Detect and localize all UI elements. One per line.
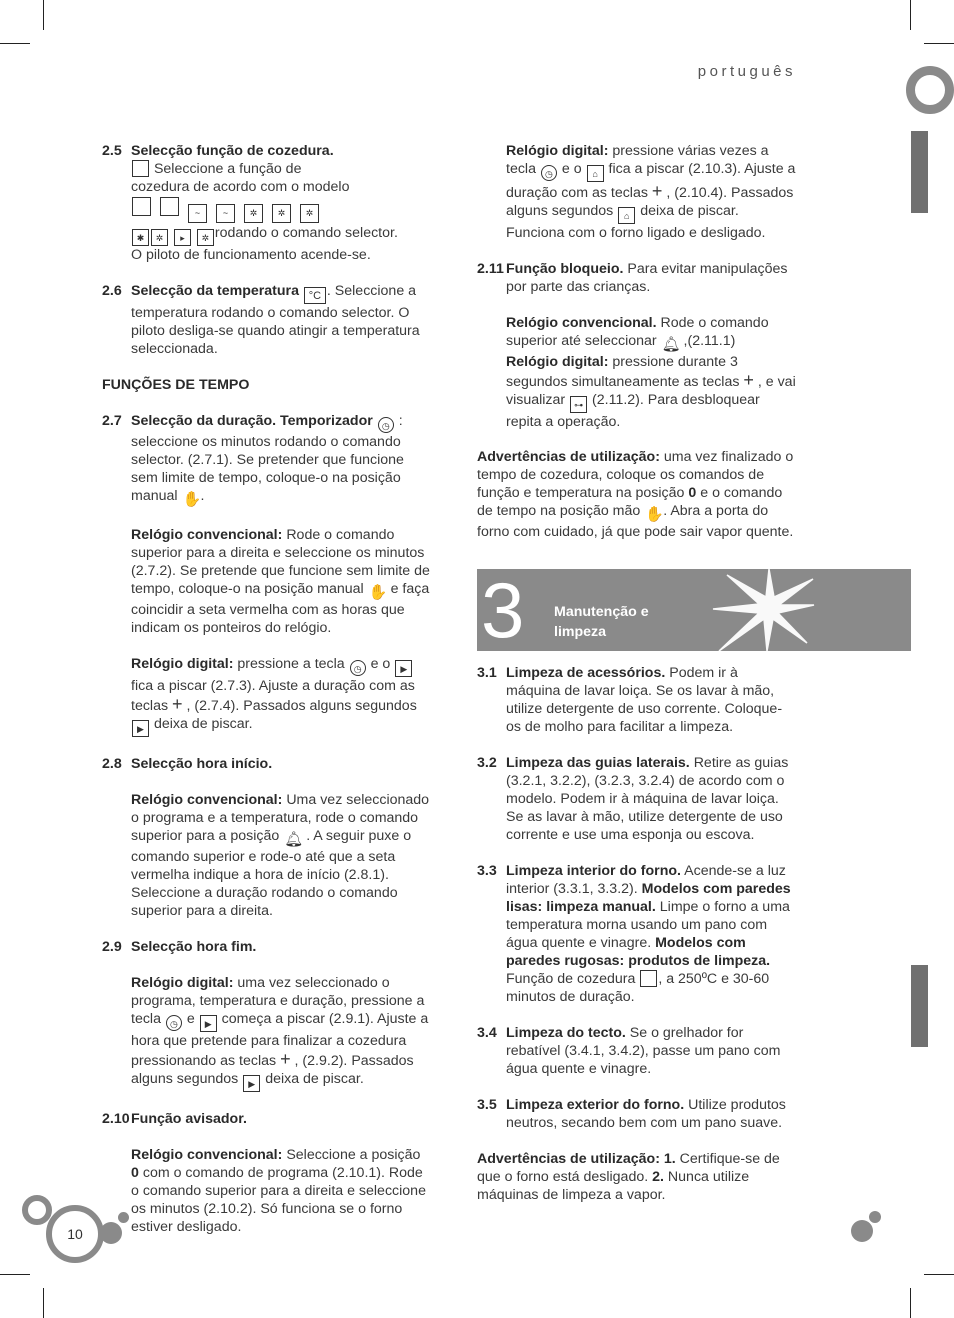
left-column — [102, 142, 431, 1254]
section-number: 3.2 — [477, 755, 497, 771]
section-title: Limpeza exterior do forno. — [506, 1097, 685, 1113]
section-3-5 — [477, 1096, 796, 1132]
crop-mark — [0, 1274, 30, 1275]
label: Relógio digital: — [506, 143, 609, 159]
chapter-banner — [477, 569, 911, 651]
lock-bell-icon: 🔔︎ — [661, 336, 681, 353]
grill-icon: ~ — [188, 204, 207, 223]
text: Se o grelhador for rebatível (3.4.1, 3.4.2), passe um pano com água quente e vinagre. — [506, 1025, 781, 1077]
section-number: 3.4 — [477, 1025, 497, 1041]
warnings-2 — [477, 1150, 787, 1204]
text: e o comando de tempo na posição mão — [477, 485, 783, 519]
chapter-number: 3 — [481, 569, 525, 651]
section-2-10-digital — [506, 142, 796, 242]
text: e faça coincidir a seta vermelha com as horas que indicam os ponteiros do relógio. — [131, 581, 430, 636]
section-2-10 — [102, 1110, 431, 1236]
text: pressione durante 3 segundos simultaneamente as teclas — [506, 354, 740, 390]
text: 0 — [131, 1165, 139, 1181]
text: (2.11.2). Para desbloquear repita a operação. — [506, 392, 760, 430]
section-title: Selecção função de cozedura. — [131, 143, 334, 159]
crop-mark — [43, 1288, 44, 1318]
text: deixa de piscar. — [265, 1071, 364, 1087]
text: , a 250ºC e 30-60 minutos de duração. — [506, 971, 770, 1005]
text: Para evitar manipulações por parte das crianças. — [506, 261, 788, 295]
text: , (2.7.4). Passados alguns segundos — [186, 698, 417, 714]
warnings-1 — [477, 448, 797, 541]
decor-dot — [851, 1220, 873, 1242]
section-3-2 — [477, 754, 796, 844]
page-number: 10 — [46, 1205, 104, 1263]
heading: FUNÇÕES DE TEMPO — [102, 377, 250, 393]
label: Relógio digital: — [131, 975, 234, 991]
text: : seleccione os minutos rodando o comando selector. (2.7.1). Se pretender que funcione sem limite de tempo, coloque-o na posição manual — [131, 413, 404, 504]
defrost-icon: ✱ — [132, 229, 149, 246]
section-title: Limpeza de acessórios. — [506, 665, 666, 681]
bell-icon: 🔔︎ — [284, 831, 304, 848]
text: O piloto de funcionamento acende-se. — [131, 247, 371, 263]
text: e — [186, 1011, 195, 1027]
text: ,(2.11.1) — [683, 333, 736, 349]
text: e o — [561, 161, 582, 177]
section-number: 2.8 — [102, 756, 122, 772]
text: . Abra a porta do forno com cuidado, já que pode sair vapor quente. — [477, 503, 794, 540]
label: Relógio convencional. — [506, 315, 657, 331]
text: começa a piscar (2.9.1). Ajuste a hora que pretende para finalizar a cozedura pressionando as teclas — [131, 1011, 429, 1069]
section-number: 2.11 — [477, 261, 504, 277]
label: Relógio digital: — [131, 656, 234, 672]
fan-grill-icon: ✲ — [244, 204, 263, 223]
text: . A seguir puxe o comando superior e rode-o até que a seta vermelha indique a hora de início (2.8.1). Seleccione a duração rodando o comando superior para a direita. — [131, 828, 412, 919]
side-tab — [911, 965, 928, 1047]
section-2-5 — [102, 142, 431, 264]
text: 1. — [663, 1151, 676, 1167]
section-2-6 — [102, 282, 431, 358]
hand-icon: ✋ — [645, 506, 664, 523]
section-2-11 — [477, 260, 796, 431]
side-tab — [911, 131, 928, 213]
text: 0 — [688, 485, 697, 501]
section-3-1 — [477, 664, 796, 736]
eco-icon: ✲ — [197, 229, 214, 246]
right-column-lower — [477, 664, 796, 1150]
label: Relógio digital: — [506, 354, 609, 370]
plus-icon: + — [651, 181, 663, 201]
celsius-icon: °C — [304, 287, 326, 304]
text: Seleccione a posição — [286, 1147, 421, 1163]
text: 2. — [652, 1169, 664, 1185]
decor-dot — [869, 1211, 881, 1223]
text: Função de cozedura — [506, 971, 636, 987]
oven-function-icon — [132, 160, 149, 177]
section-2-8 — [102, 755, 431, 920]
section-number: 2.7 — [102, 413, 122, 429]
pizza-icon: ▸ — [174, 229, 191, 246]
text: Nunca utilize máquinas de limpeza a vapor. — [477, 1169, 750, 1203]
text: rodando o comando selector. — [214, 225, 398, 241]
section-number: 2.6 — [102, 283, 122, 299]
crop-mark — [910, 1288, 911, 1318]
text: . Seleccione a temperatura rodando o comando selector. O piloto desliga-se quando atingir a temperatura seleccionada. — [131, 283, 420, 357]
text: Rode o comando superior para a direita e seleccione os minutos (2.7.2). Se pretende que funcione sem limite de tempo, coloque-o na posição manual — [131, 527, 430, 597]
fan-bottom-icon: ✲ — [272, 204, 291, 223]
text: pressione a tecla — [237, 656, 345, 672]
section-number: 3.5 — [477, 1097, 497, 1113]
section-3-4 — [477, 1024, 796, 1078]
crop-mark — [43, 0, 44, 30]
plus-icon: + — [280, 1049, 291, 1069]
text: Limpe o forno a uma temperatura morna usando um pano com água quente e vinagre. — [506, 899, 790, 951]
bell-icon: ⌂ — [587, 165, 604, 182]
key-icon: ⊶ — [570, 396, 587, 413]
plus-icon: + — [172, 694, 183, 714]
end-icon: ▶ — [200, 1015, 217, 1032]
label: Advertências de utilização: — [477, 1151, 660, 1167]
section-number: 2.9 — [102, 939, 122, 955]
decor-dot — [100, 1222, 122, 1244]
text: Modelos com paredes rugosas: produtos de limpeza. — [506, 935, 771, 969]
grill-large-icon: ~ — [216, 204, 235, 223]
text: Seleccione a função de — [153, 161, 302, 177]
text: uma vez finalizado o tempo de cozedura, coloque os comandos de função e temperatura na posição — [477, 449, 794, 501]
language-label: português — [697, 63, 796, 80]
play-icon: ▶ — [132, 720, 149, 737]
text: Acende-se a luz interior (3.3.1, 3.3.2). — [506, 863, 786, 897]
label: Relógio convencional: — [131, 1147, 283, 1163]
text: com o comando de programa (2.10.1). Rode o comando superior para a direita e seleccione os minutos (2.10.2). Só funciona se o forno estiver desligado. — [131, 1165, 426, 1235]
text: deixa de piscar. Funciona com o forno ligado e desligado. — [506, 203, 766, 241]
text: Rode o comando superior até seleccionar — [506, 315, 769, 349]
crop-mark — [910, 0, 911, 30]
oven-function-icon — [640, 970, 657, 987]
label: Relógio convencional: — [131, 792, 283, 808]
bottom-heat-icon — [132, 197, 151, 216]
section-number: 2.10 — [102, 1111, 130, 1127]
section-number: 3.1 — [477, 665, 497, 681]
text: Uma vez seleccionado o programa e a temperatura, rode o comando superior para a posição — [131, 792, 430, 844]
text: Certifique-se de que o forno está desligado. — [477, 1151, 780, 1185]
clock-icon: ◷ — [350, 660, 366, 676]
text: , (2.10.4). Passados alguns segundos — [506, 185, 794, 219]
text: pressione várias vezes a tecla — [506, 143, 769, 177]
function-icons-row — [131, 197, 431, 223]
text: cozedura de acordo com o modelo — [131, 179, 350, 195]
end-icon: ▶ — [243, 1075, 260, 1092]
text: fica a piscar (2.7.3). Ajuste a duração com as teclas — [131, 678, 415, 714]
hand-icon: ✋ — [368, 584, 388, 601]
section-title: Selecção hora fim. — [131, 939, 257, 955]
fan-icon: ✲ — [151, 229, 168, 246]
section-title: Selecção hora início. — [131, 756, 273, 772]
text: . — [200, 488, 205, 504]
text: Utilize produtos neutros, secando bem com um pano suave. — [506, 1097, 786, 1131]
text: uma vez seleccionado o programa, temperatura e duração, pressione a tecla — [131, 975, 425, 1027]
hand-icon: ✋ — [182, 491, 202, 508]
label: Advertências de utilização: — [477, 449, 660, 465]
fan-heat-icon: ✲ — [300, 204, 319, 223]
section-funcoes — [102, 376, 431, 394]
section-3-3 — [477, 862, 796, 1006]
text: e o — [370, 656, 391, 672]
text: , e vai visualizar — [506, 374, 796, 408]
text: Retire as guias (3.2.1, 3.2.2), (3.2.3, 3.2.4) de acordo com o modelo. Podem ir à máquina de lavar loiça. Se as lavar à mão, utilize detergente de uso corrente e use uma esponja ou escova. — [506, 755, 789, 843]
chapter-title-line: limpeza — [554, 624, 607, 640]
crop-mark — [0, 43, 30, 44]
crop-mark — [924, 1274, 954, 1275]
crop-mark — [924, 43, 954, 44]
section-2-9 — [102, 938, 431, 1092]
corner-ring — [906, 66, 954, 114]
label: Relógio convencional: — [131, 527, 283, 543]
section-title: Limpeza interior do forno. — [506, 863, 681, 879]
top-heat-icon — [160, 197, 179, 216]
section-number: 2.5 — [102, 143, 122, 159]
text: fica a piscar (2.10.3). Ajuste a duração com as teclas — [506, 161, 796, 201]
decor-ring — [22, 1195, 52, 1225]
text: Podem ir à máquina de lavar loiça. Se os lavar à mão, utilize detergente de uso corrente. Coloque-os de molho para facilitar a limpeza. — [506, 665, 783, 735]
section-title: Selecção da duração. Temporizador — [131, 413, 373, 429]
right-column — [477, 142, 796, 449]
section-title: Função avisador. — [131, 1111, 247, 1127]
decor-dot — [118, 1212, 129, 1223]
text: deixa de piscar. — [153, 716, 253, 732]
section-title: Selecção da temperatura — [131, 283, 299, 299]
section-number: 3.3 — [477, 863, 497, 879]
section-title: Limpeza do tecto. — [506, 1025, 626, 1041]
section-title: Limpeza das guias laterais. — [506, 755, 690, 771]
play-icon: ▶ — [395, 660, 412, 677]
bell-icon: ⌂ — [618, 207, 635, 224]
section-title: Função bloqueio. — [506, 261, 624, 277]
clock-icon: ◷ — [378, 417, 394, 433]
plus-icon: + — [743, 370, 754, 390]
text: , (2.9.2). Passados alguns segundos — [131, 1053, 414, 1087]
section-2-7 — [102, 412, 431, 737]
sparkle-icon — [477, 569, 911, 651]
chapter-title-line: Manutenção e — [554, 604, 649, 620]
text: Modelos com paredes lisas: limpeza manual. — [506, 881, 791, 915]
clock-icon: ◷ — [541, 165, 557, 181]
clock-icon: ◷ — [166, 1015, 182, 1031]
